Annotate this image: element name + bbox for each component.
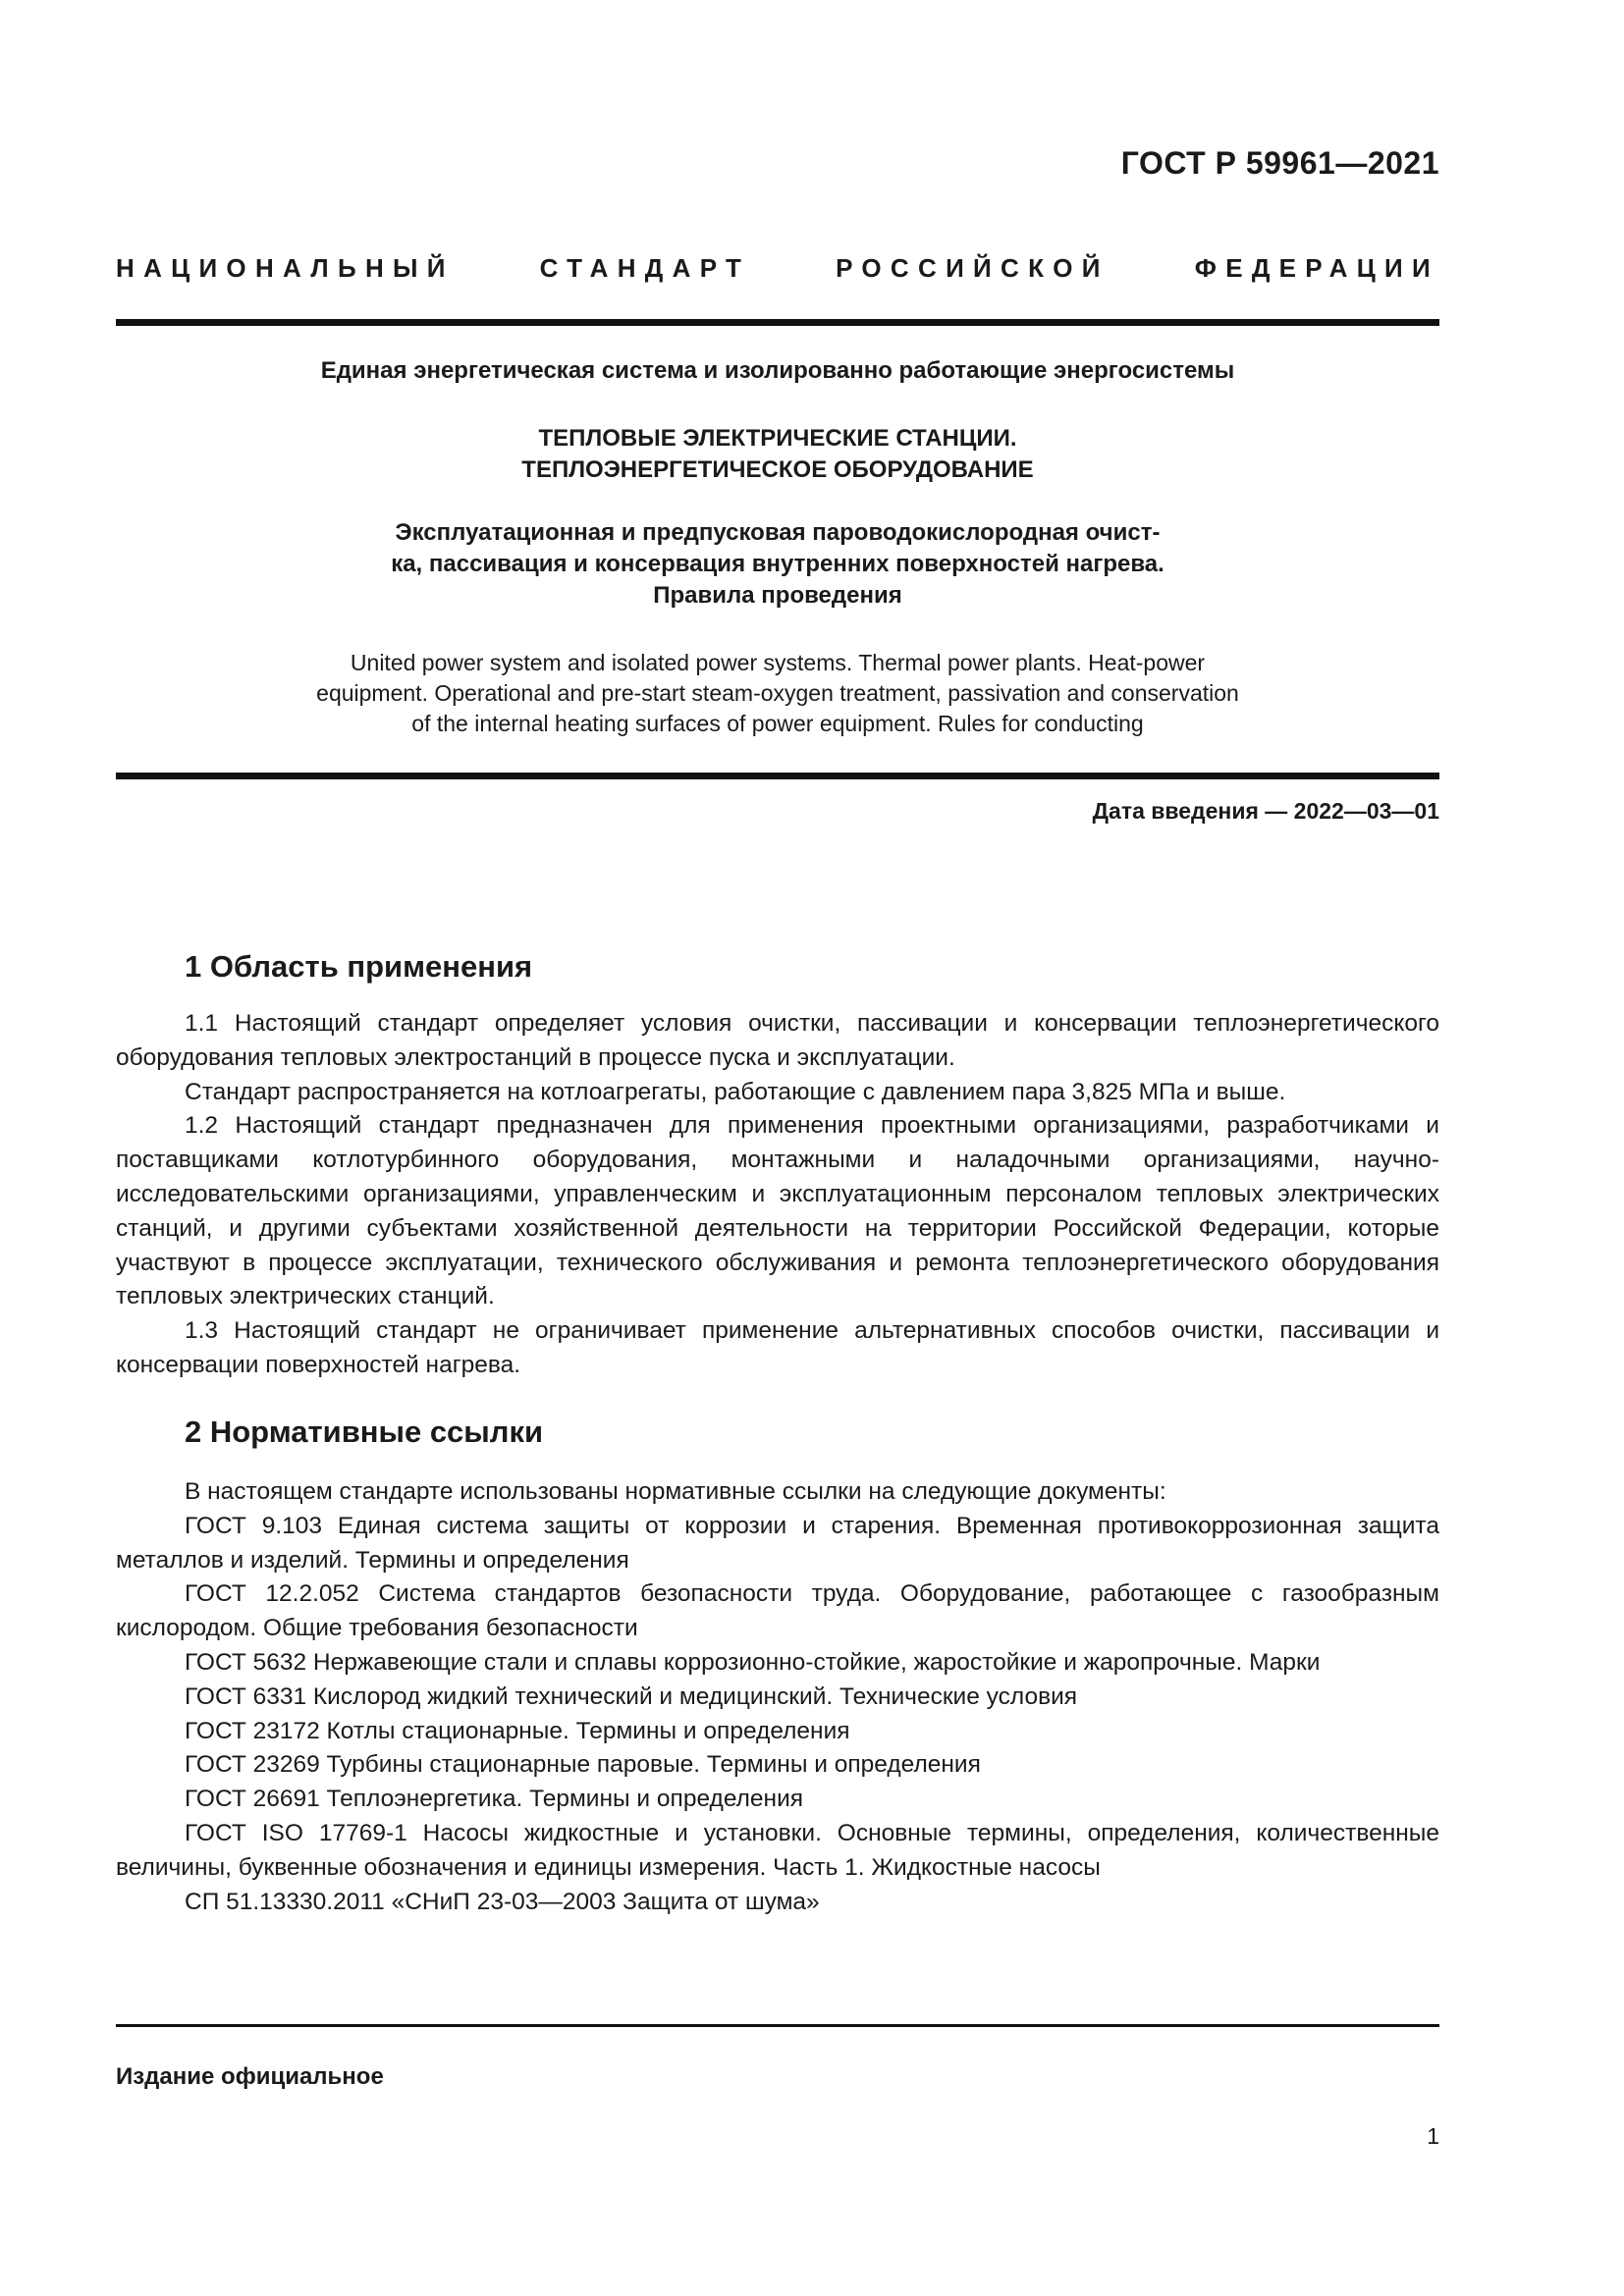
english-title-line: equipment. Operational and pre-start steam-oxygen treatment, passivation and conservation (316, 680, 1239, 706)
section-2-heading: 2 Нормативные ссылки (185, 1415, 544, 1449)
sub-title-line: Эксплуатационная и предпусковая пароводокислородная очист- (395, 519, 1161, 546)
sub-title (116, 517, 1439, 612)
footer-rule (116, 2024, 1439, 2027)
section-1-body (116, 1007, 1439, 1383)
paragraph: 1.1 Настоящий стандарт определяет условия очистки, пассивации и консервации теплоэнергетического оборудования тепловых электростанций в процессе пуска и эксплуатации. (116, 1010, 1439, 1071)
english-title-line: United power system and isolated power systems. Thermal power plants. Heat-power (350, 650, 1206, 675)
sub-title-line: Правила проведения (653, 582, 902, 609)
paragraph: 1.3 Настоящий стандарт не ограничивает применение альтернативных способов очистки, пассивации и консервации поверхностей нагрева. (116, 1317, 1439, 1378)
english-title-line: of the internal heating surfaces of power equipment. Rules for conducting (411, 711, 1144, 736)
paragraph: 1.2 Настоящий стандарт предназначен для применения проектными организациями, разработчиками и поставщиками котлотурбинного оборудования, монтажными и наладочными организациями, научно-исследовательскими организациями, управленческим и эксплуатационным персоналом тепловых электрических станций, и другими субъектами хозяйственной деятельности на территории Российской Федерации, которые участвуют в процессе эксплуатации, технического обслуживания и ремонта теплоэнергетического оборудования тепловых электрических станций. (116, 1112, 1439, 1310)
reference-item: ГОСТ 6331 Кислород жидкий технический и медицинский. Технические условия (185, 1682, 1078, 1710)
english-title (116, 648, 1439, 739)
system-title: Единая энергетическая система и изолированно работающие энергосистемы (320, 357, 1235, 384)
date-of-introduction: Дата введения — 2022—03—01 (1092, 798, 1439, 824)
top-rule (116, 319, 1439, 326)
reference-item: ГОСТ 26691 Теплоэнергетика. Термины и определения (185, 1786, 804, 1813)
national-standard-banner: НАЦИОНАЛЬНЫЙ СТАНДАРТ РОССИЙСКОЙ ФЕДЕРАЦИИ (116, 253, 1439, 283)
reference-item: ГОСТ ISO 17769-1 Насосы жидкостные и установки. Основные термины, определения, количественные величины, буквенные обозначения и единицы измерения. Часть 1. Жидкостные насосы (116, 1819, 1439, 1881)
page-number: 1 (1427, 2123, 1439, 2149)
main-title-line: ТЕПЛОВЫЕ ЭЛЕКТРИЧЕСКИЕ СТАНЦИИ. (538, 425, 1017, 452)
official-edition-label: Издание официальное (116, 2063, 384, 2090)
reference-item: СП 51.13330.2011 «СНиП 23-03—2003 Защита от шума» (185, 1888, 820, 1915)
sub-title-line: ка, пассивация и консервация внутренних поверхностей нагрева. (391, 551, 1164, 577)
reference-item: ГОСТ 9.103 Единая система защиты от коррозии и старения. Временная противокоррозионная защита металлов и изделий. Термины и определения (116, 1512, 1439, 1574)
reference-item: ГОСТ 12.2.052 Система стандартов безопасности труда. Оборудование, работающее с газообразным кислородом. Общие требования безопасности (116, 1580, 1439, 1642)
paragraph: В настоящем стандарте использованы нормативные ссылки на следующие документы: (185, 1478, 1166, 1505)
main-title-line: ТЕПЛОЭНЕРГЕТИЧЕСКОЕ ОБОРУДОВАНИЕ (521, 456, 1034, 483)
section-2-body (116, 1475, 1439, 1919)
reference-item: ГОСТ 23269 Турбины стационарные паровые. Термины и определения (185, 1751, 981, 1779)
title-bottom-rule (116, 773, 1439, 779)
section-1-heading: 1 Область применения (185, 949, 533, 984)
gost-number: ГОСТ Р 59961—2021 (1120, 145, 1439, 181)
paragraph: Стандарт распространяется на котлоагрегаты, работающие с давлением пара 3,825 МПа и выше. (185, 1078, 1286, 1105)
reference-item: ГОСТ 23172 Котлы стационарные. Термины и определения (185, 1717, 850, 1744)
main-title (116, 423, 1439, 486)
reference-item: ГОСТ 5632 Нержавеющие стали и сплавы коррозионно-стойкие, жаростойкие и жаропрочные. Марки (185, 1648, 1321, 1676)
